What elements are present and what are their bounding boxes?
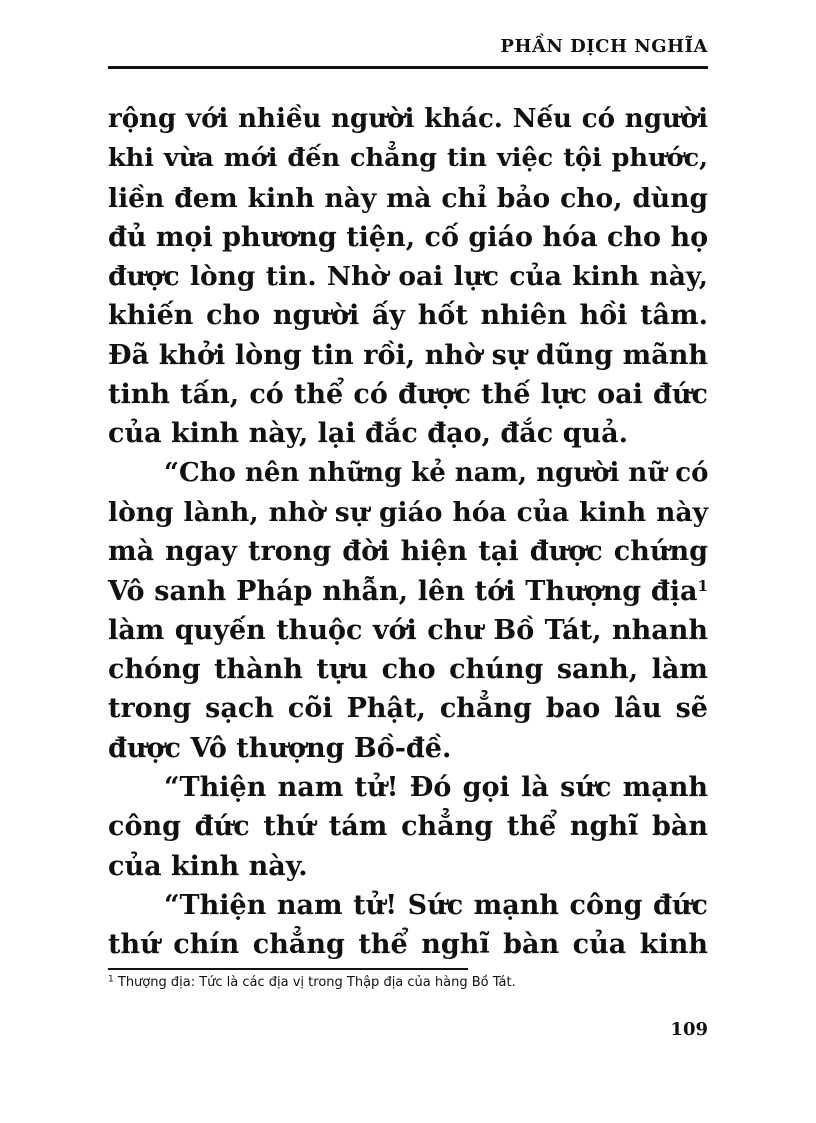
text-line: liền đem kinh này mà chỉ bảo cho, dùng bbox=[108, 182, 708, 214]
running-title: PHẦN DỊCH NGHĨA bbox=[500, 36, 708, 57]
text-line: đủ mọi phương tiện, cố giáo hóa cho họ bbox=[108, 221, 709, 253]
text-line: mà ngay trong đời hiện tại được chứng bbox=[108, 536, 708, 568]
text-line: được Vô thượng Bồ-đề. bbox=[108, 732, 452, 764]
text-line: “Thiện nam tử! Sức mạnh công đức bbox=[164, 889, 708, 921]
text-line: công đức thứ tám chẳng thể nghĩ bàn bbox=[108, 811, 708, 843]
text-line: lòng lành, nhờ sự giáo hóa của kinh này bbox=[108, 496, 708, 528]
text-line: chóng thành tựu cho chúng sanh, làm bbox=[108, 654, 708, 686]
text-line: rộng với nhiều người khác. Nếu có người bbox=[108, 104, 708, 134]
text-line: làm quyến thuộc với chư Bồ Tát, nhanh bbox=[108, 614, 708, 646]
body-text bbox=[108, 100, 708, 965]
text-line: được lòng tin. Nhờ oai lực của kinh này, bbox=[108, 261, 708, 293]
footnote-reference[interactable]: 1 bbox=[697, 576, 708, 595]
text-line: của kinh này, lại đắc đạo, đắc quả. bbox=[108, 418, 629, 450]
text-line: khiến cho người ấy hốt nhiên hồi tâm. bbox=[108, 300, 708, 332]
text-line: trong sạch cõi Phật, chẳng bao lâu sẽ bbox=[108, 693, 708, 725]
footnote-rule bbox=[108, 968, 468, 970]
text-line-content: Vô sanh Pháp nhẫn, lên tới Thượng địa bbox=[108, 575, 698, 607]
page-number: 109 bbox=[670, 1019, 708, 1040]
text-line-with-footnote bbox=[108, 572, 708, 611]
text-line: khi vừa mới đến chẳng tin việc tội phước, bbox=[108, 143, 708, 174]
text-line: thứ chín chẳng thể nghĩ bàn của kinh bbox=[108, 929, 708, 961]
footnote-text: Thượng địa: Tức là các địa vị trong Thập địa của hàng Bồ Tát. bbox=[117, 975, 516, 990]
text-line: “Cho nên những kẻ nam, người nữ có bbox=[164, 457, 709, 488]
text-line: Đã khởi lòng tin rồi, nhờ sự dũng mãnh bbox=[108, 339, 708, 371]
footnote bbox=[108, 975, 708, 990]
text-line: “Thiện nam tử! Đó gọi là sức mạnh bbox=[164, 772, 708, 804]
text-line: của kinh này. bbox=[108, 850, 308, 882]
footnote-marker: 1 bbox=[108, 974, 114, 985]
header-rule bbox=[108, 66, 708, 69]
text-line: tinh tấn, có thể có được thế lực oai đức bbox=[108, 379, 708, 411]
